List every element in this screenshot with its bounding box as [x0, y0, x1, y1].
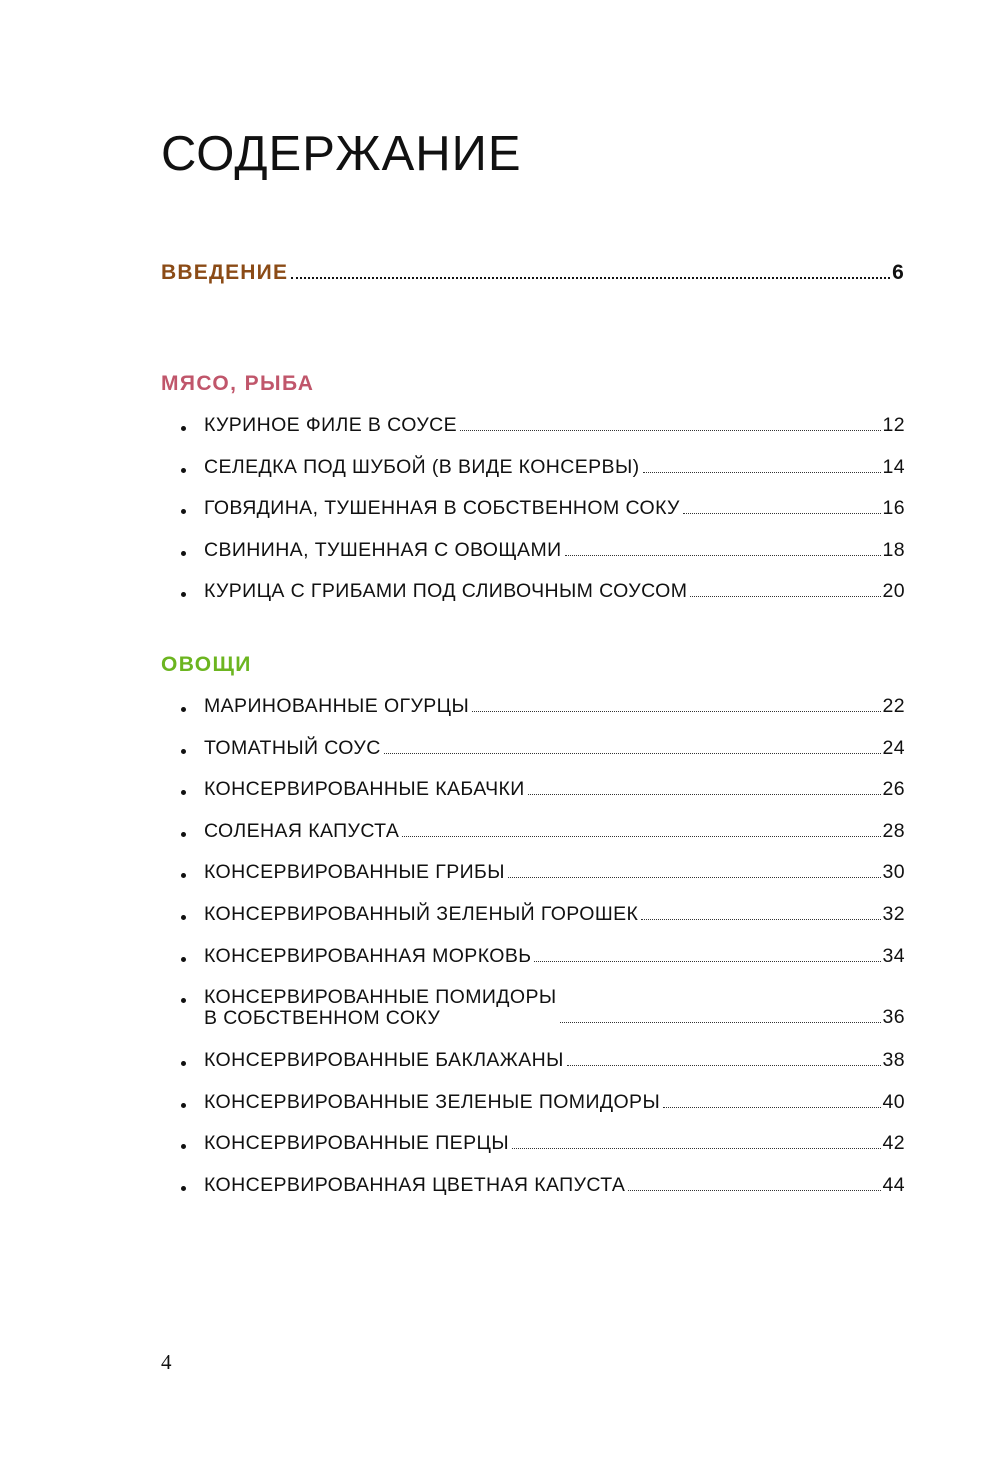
entry-title: КОНСЕРВИРОВАННАЯ МОРКОВЬ — [204, 944, 532, 967]
bullet-icon — [181, 426, 186, 431]
dot-leader — [384, 753, 881, 754]
entry-page-number: 12 — [882, 414, 905, 436]
bullet-icon — [181, 509, 186, 514]
entry-page-number: 42 — [882, 1132, 905, 1155]
section-title-vegetables: ОВОЩИ — [161, 653, 252, 676]
bullet-icon — [181, 915, 186, 920]
entry-page-number: 28 — [882, 819, 905, 842]
entry-page-number: 40 — [882, 1090, 905, 1113]
entry-page-number: 26 — [882, 778, 905, 801]
bullet-icon — [181, 551, 186, 556]
entry-title: ГОВЯДИНА, ТУШЕННАЯ В СОБСТВЕННОМ СОКУ — [204, 497, 680, 520]
entry-page-number: 44 — [882, 1173, 905, 1196]
toc-entry[interactable] — [161, 986, 905, 1049]
dot-leader — [528, 794, 881, 795]
dot-leader — [683, 513, 881, 514]
bullet-icon — [181, 832, 186, 837]
bullet-icon — [181, 1103, 186, 1108]
entry-page-number: 18 — [882, 538, 905, 561]
bullet-icon — [181, 707, 186, 712]
bullet-icon — [181, 873, 186, 878]
toc-entry[interactable] — [161, 414, 905, 456]
bullet-icon — [181, 1186, 186, 1191]
entry-page-number: 32 — [882, 902, 905, 925]
entry-page-number: 20 — [882, 580, 905, 603]
section-vegetables — [161, 653, 905, 1216]
toc-entry[interactable] — [161, 1091, 905, 1133]
entry-title: КОНСЕРВИРОВАННЫЕ БАКЛАЖАНЫ — [204, 1049, 564, 1072]
entry-title: КОНСЕРВИРОВАННЫЕ КАБАЧКИ — [204, 778, 525, 801]
entry-title: КУРИЦА С ГРИБАМИ ПОД СЛИВОЧНЫМ СОУСОМ — [204, 580, 688, 603]
dot-leader — [472, 711, 880, 712]
toc-entry[interactable] — [161, 1049, 905, 1091]
entry-title: КОНСЕРВИРОВАННЫЕ ПОМИДОРЫ В СОБСТВЕННОМ СОКУ — [204, 986, 557, 1030]
entry-list-meat-fish — [161, 414, 905, 622]
bullet-icon — [181, 749, 186, 754]
entry-page-number: 38 — [882, 1049, 905, 1072]
entry-title: КУРИНОЕ ФИЛЕ В СОУСЕ — [204, 414, 458, 436]
entry-page-number: 24 — [882, 736, 905, 759]
entry-title: СВИНИНА, ТУШЕННАЯ С ОВОЩАМИ — [204, 538, 562, 561]
toc-entry[interactable] — [161, 778, 905, 820]
entry-title: КОНСЕРВИРОВАННЫЕ ПЕРЦЫ — [204, 1132, 509, 1155]
dot-leader — [291, 277, 890, 279]
entry-page-number: 34 — [882, 944, 905, 967]
bullet-icon — [181, 1061, 186, 1066]
toc-entry[interactable] — [161, 737, 905, 779]
entry-title: КОНСЕРВИРОВАННЫЙ ЗЕЛЕНЫЙ ГОРОШЕК — [204, 902, 639, 925]
entry-page-number: 16 — [882, 497, 905, 520]
toc-entry[interactable] — [161, 861, 905, 903]
bullet-icon — [181, 790, 186, 795]
entry-list-vegetables — [161, 695, 905, 1216]
entry-page-number: 14 — [882, 455, 905, 478]
toc-entry[interactable] — [161, 539, 905, 581]
dot-leader — [567, 1065, 881, 1066]
entry-title: КОНСЕРВИРОВАННЫЕ ЗЕЛЕНЫЕ ПОМИДОРЫ — [204, 1090, 661, 1113]
bullet-icon — [181, 468, 186, 473]
introduction-page-number: 6 — [892, 261, 905, 284]
toc-entry[interactable] — [161, 580, 905, 622]
entry-title: ТОМАТНЫЙ СОУС — [204, 736, 381, 759]
dot-leader — [512, 1148, 881, 1149]
section-title-meat-fish: МЯСО, РЫБА — [161, 372, 315, 395]
entry-title: МАРИНОВАННЫЕ ОГУРЦЫ — [204, 695, 470, 717]
toc-entry[interactable] — [161, 1132, 905, 1174]
section-meat-fish — [161, 372, 905, 622]
dot-leader — [628, 1190, 880, 1191]
entry-page-number: 30 — [882, 861, 905, 884]
entry-title: СЕЛЕДКА ПОД ШУБОЙ (В ВИДЕ КОНСЕРВЫ) — [204, 455, 640, 478]
bullet-icon — [181, 1144, 186, 1149]
bullet-icon — [181, 592, 186, 597]
toc-entry[interactable] — [161, 695, 905, 737]
toc-entry[interactable] — [161, 945, 905, 987]
dot-leader — [534, 961, 880, 962]
dot-leader — [641, 919, 880, 920]
dot-leader — [663, 1107, 880, 1108]
toc-entry[interactable] — [161, 1174, 905, 1216]
toc-entry[interactable] — [161, 497, 905, 539]
dot-leader — [560, 1022, 881, 1023]
entry-page-number: 22 — [882, 695, 905, 717]
entry-title: КОНСЕРВИРОВАННЫЕ ГРИБЫ — [204, 861, 505, 884]
dot-leader — [690, 596, 880, 597]
introduction-label: ВВЕДЕНИЕ — [161, 261, 289, 284]
page-title: СОДЕРЖАНИЕ — [161, 127, 522, 181]
page-number: 4 — [161, 1350, 172, 1374]
toc-entry[interactable] — [161, 903, 905, 945]
toc-entry[interactable] — [161, 456, 905, 498]
dot-leader — [508, 877, 881, 878]
entry-page-number: 36 — [882, 1006, 905, 1029]
bullet-icon — [181, 998, 186, 1003]
toc-entry[interactable] — [161, 820, 905, 862]
dot-leader — [565, 555, 881, 556]
dot-leader — [460, 430, 880, 431]
toc-entry-introduction[interactable] — [161, 261, 905, 285]
bullet-icon — [181, 957, 186, 962]
dot-leader — [402, 836, 880, 837]
dot-leader — [643, 472, 881, 473]
entry-title: СОЛЕНАЯ КАПУСТА — [204, 819, 400, 842]
entry-title: КОНСЕРВИРОВАННАЯ ЦВЕТНАЯ КАПУСТА — [204, 1173, 626, 1196]
